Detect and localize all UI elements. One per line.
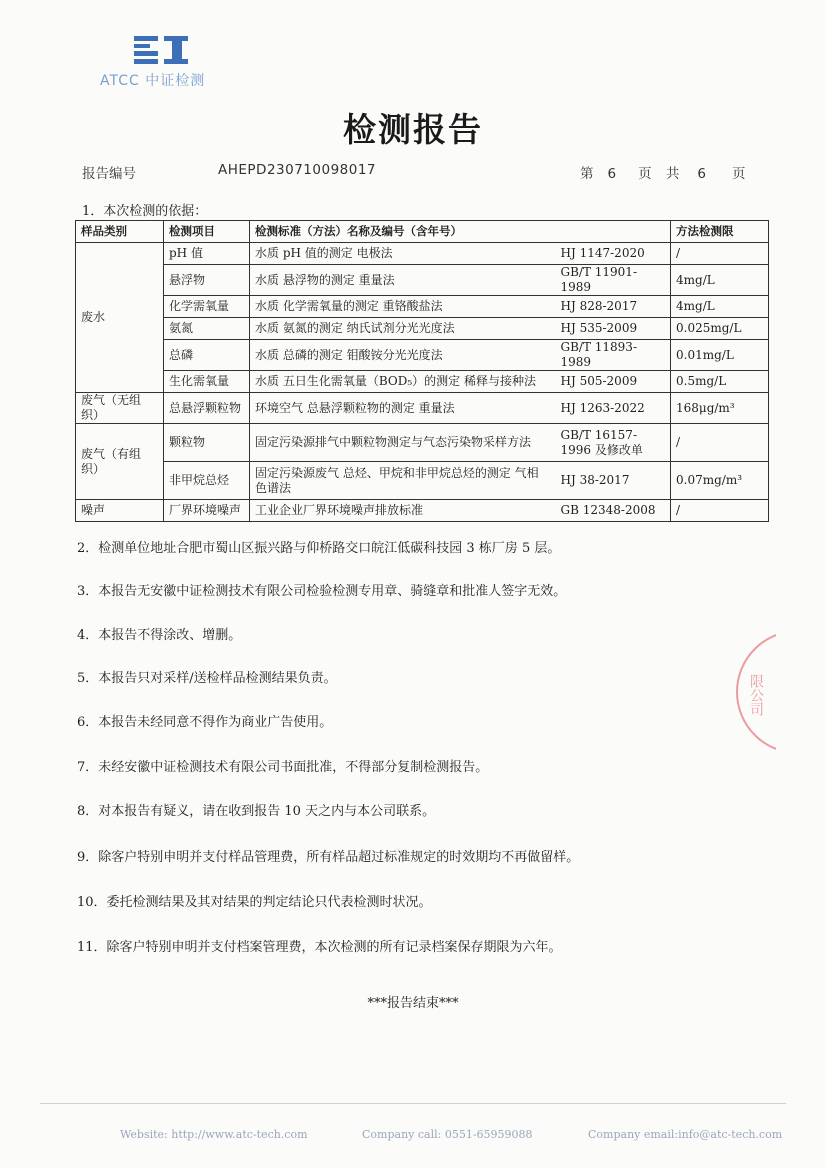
page-indicator	[580, 162, 745, 182]
note-item: 2．检测单位地址合肥市蜀山区振兴路与仰桥路交口皖江低碳科技园 3 栋厂房 5 层。	[77, 541, 561, 556]
detection-limit: 0.01mg/L	[671, 340, 769, 371]
page-total: 6	[697, 166, 706, 182]
report-end-mark: ***报告结束***	[367, 996, 459, 1011]
table-row	[76, 265, 769, 296]
column-header: 检测标准（方法）名称及编号（含年号）	[250, 221, 671, 243]
detection-limit: 4mg/L	[671, 265, 769, 296]
sample-category: 噪声	[76, 500, 164, 522]
note-item: 7．未经安徽中证检测技术有限公司书面批准，不得部分复制检测报告。	[77, 760, 489, 775]
table-row	[76, 424, 769, 462]
standard-code: GB/T 11893-1989	[556, 340, 671, 371]
standard-code: GB/T 16157-1996 及修改单	[556, 424, 671, 462]
footer-divider	[40, 1103, 786, 1104]
detection-limit: /	[671, 424, 769, 462]
standard-code: HJ 1147-2020	[556, 243, 671, 265]
method-name: 环境空气 总悬浮颗粒物的测定 重量法	[250, 393, 556, 424]
footer-website: Website: http://www.atc-tech.com	[120, 1128, 308, 1141]
page-label-1: 第	[580, 166, 594, 182]
detection-limit: 0.07mg/m³	[671, 462, 769, 500]
footer-phone: Company call: 0551-65959088	[362, 1128, 533, 1141]
method-name: 固定污染源废气 总烃、甲烷和非甲烷总烃的测定 气相色谱法	[250, 462, 556, 500]
test-item: 化学需氧量	[164, 296, 250, 318]
test-item: pH 值	[164, 243, 250, 265]
detection-limit: 0.025mg/L	[671, 318, 769, 340]
sample-category: 废气（有组织）	[76, 424, 164, 500]
page-label-2: 页	[638, 166, 652, 182]
note-item: 4．本报告不得涂改、增删。	[77, 628, 242, 643]
standard-code: GB/T 11901-1989	[556, 265, 671, 296]
detection-limit: 0.5mg/L	[671, 371, 769, 393]
detection-limit: /	[671, 500, 769, 522]
note-item: 11．除客户特别申明并支付档案管理费，本次检测的所有记录档案保存期限为六年。	[77, 940, 562, 955]
test-item: 颗粒物	[164, 424, 250, 462]
detection-limit: /	[671, 243, 769, 265]
standard-code: HJ 535-2009	[556, 318, 671, 340]
note-item: 9．除客户特别申明并支付样品管理费，所有样品超过标准规定的时效期均不再做留样。	[77, 850, 580, 865]
column-header: 样品类别	[76, 221, 164, 243]
test-item: 总磷	[164, 340, 250, 371]
document-title: 检测报告	[343, 110, 483, 149]
report-number-label: 报告编号	[82, 166, 136, 182]
table-row	[76, 318, 769, 340]
logo-text: ATCC 中证检测	[100, 73, 206, 89]
page-current: 6	[607, 166, 617, 182]
standard-code: HJ 38-2017	[556, 462, 671, 500]
seal-text: 限公司	[748, 674, 764, 716]
page-label-4: 页	[731, 166, 746, 182]
table-row	[76, 371, 769, 393]
table-row	[76, 296, 769, 318]
test-item: 氨氮	[164, 318, 250, 340]
note-item: 6．本报告未经同意不得作为商业广告使用。	[77, 715, 333, 730]
standard-code: GB 12348-2008	[556, 500, 671, 522]
sample-category: 废水	[76, 243, 164, 393]
method-name: 水质 悬浮物的测定 重量法	[250, 265, 556, 296]
method-name: 水质 化学需氧量的测定 重铬酸盐法	[250, 296, 556, 318]
method-name: 水质 pH 值的测定 电极法	[250, 243, 556, 265]
table-row	[76, 500, 769, 522]
method-name: 水质 氨氮的测定 纳氏试剂分光光度法	[250, 318, 556, 340]
table-row	[76, 462, 769, 500]
method-name: 固定污染源排气中颗粒物测定与气态污染物采样方法	[250, 424, 556, 462]
standard-code: HJ 505-2009	[556, 371, 671, 393]
table-row	[76, 243, 769, 265]
basis-heading: 1．本次检测的依据：	[82, 204, 208, 219]
column-header: 检测项目	[164, 221, 250, 243]
test-item: 生化需氧量	[164, 371, 250, 393]
method-name: 工业企业厂界环境噪声排放标准	[250, 500, 556, 522]
logo-mark-icon	[134, 36, 192, 66]
sample-category: 废气（无组织）	[76, 393, 164, 424]
test-item: 总悬浮颗粒物	[164, 393, 250, 424]
footer-email: Company email:info@atc-tech.com	[588, 1128, 783, 1141]
test-item: 悬浮物	[164, 265, 250, 296]
page-label-3: 共	[665, 166, 680, 182]
detection-limit: 4mg/L	[671, 296, 769, 318]
method-name: 水质 总磷的测定 钼酸铵分光光度法	[250, 340, 556, 371]
basis-table	[75, 220, 769, 522]
note-item: 8．对本报告有疑义，请在收到报告 10 天之内与本公司联系。	[77, 804, 436, 819]
table-row	[76, 393, 769, 424]
note-item: 10．委托检测结果及其对结果的判定结论只代表检测时状况。	[77, 895, 432, 910]
standard-code: HJ 828-2017	[556, 296, 671, 318]
table-header-row	[76, 221, 769, 243]
seal-stamp	[736, 630, 776, 750]
note-item: 3．本报告无安徽中证检测技术有限公司检验检测专用章、骑缝章和批准人签字无效。	[77, 584, 567, 599]
test-item: 厂界环境噪声	[164, 500, 250, 522]
company-logo	[100, 36, 230, 92]
note-item: 5．本报告只对采样/送检样品检测结果负责。	[77, 671, 337, 686]
test-item: 非甲烷总烃	[164, 462, 250, 500]
table-row	[76, 340, 769, 371]
method-name: 水质 五日生化需氧量（BOD₅）的测定 稀释与接种法	[250, 371, 556, 393]
column-header: 方法检测限	[671, 221, 769, 243]
report-number: AHEPD230710098017	[218, 162, 377, 178]
standard-code: HJ 1263-2022	[556, 393, 671, 424]
detection-limit: 168μg/m³	[671, 393, 769, 424]
